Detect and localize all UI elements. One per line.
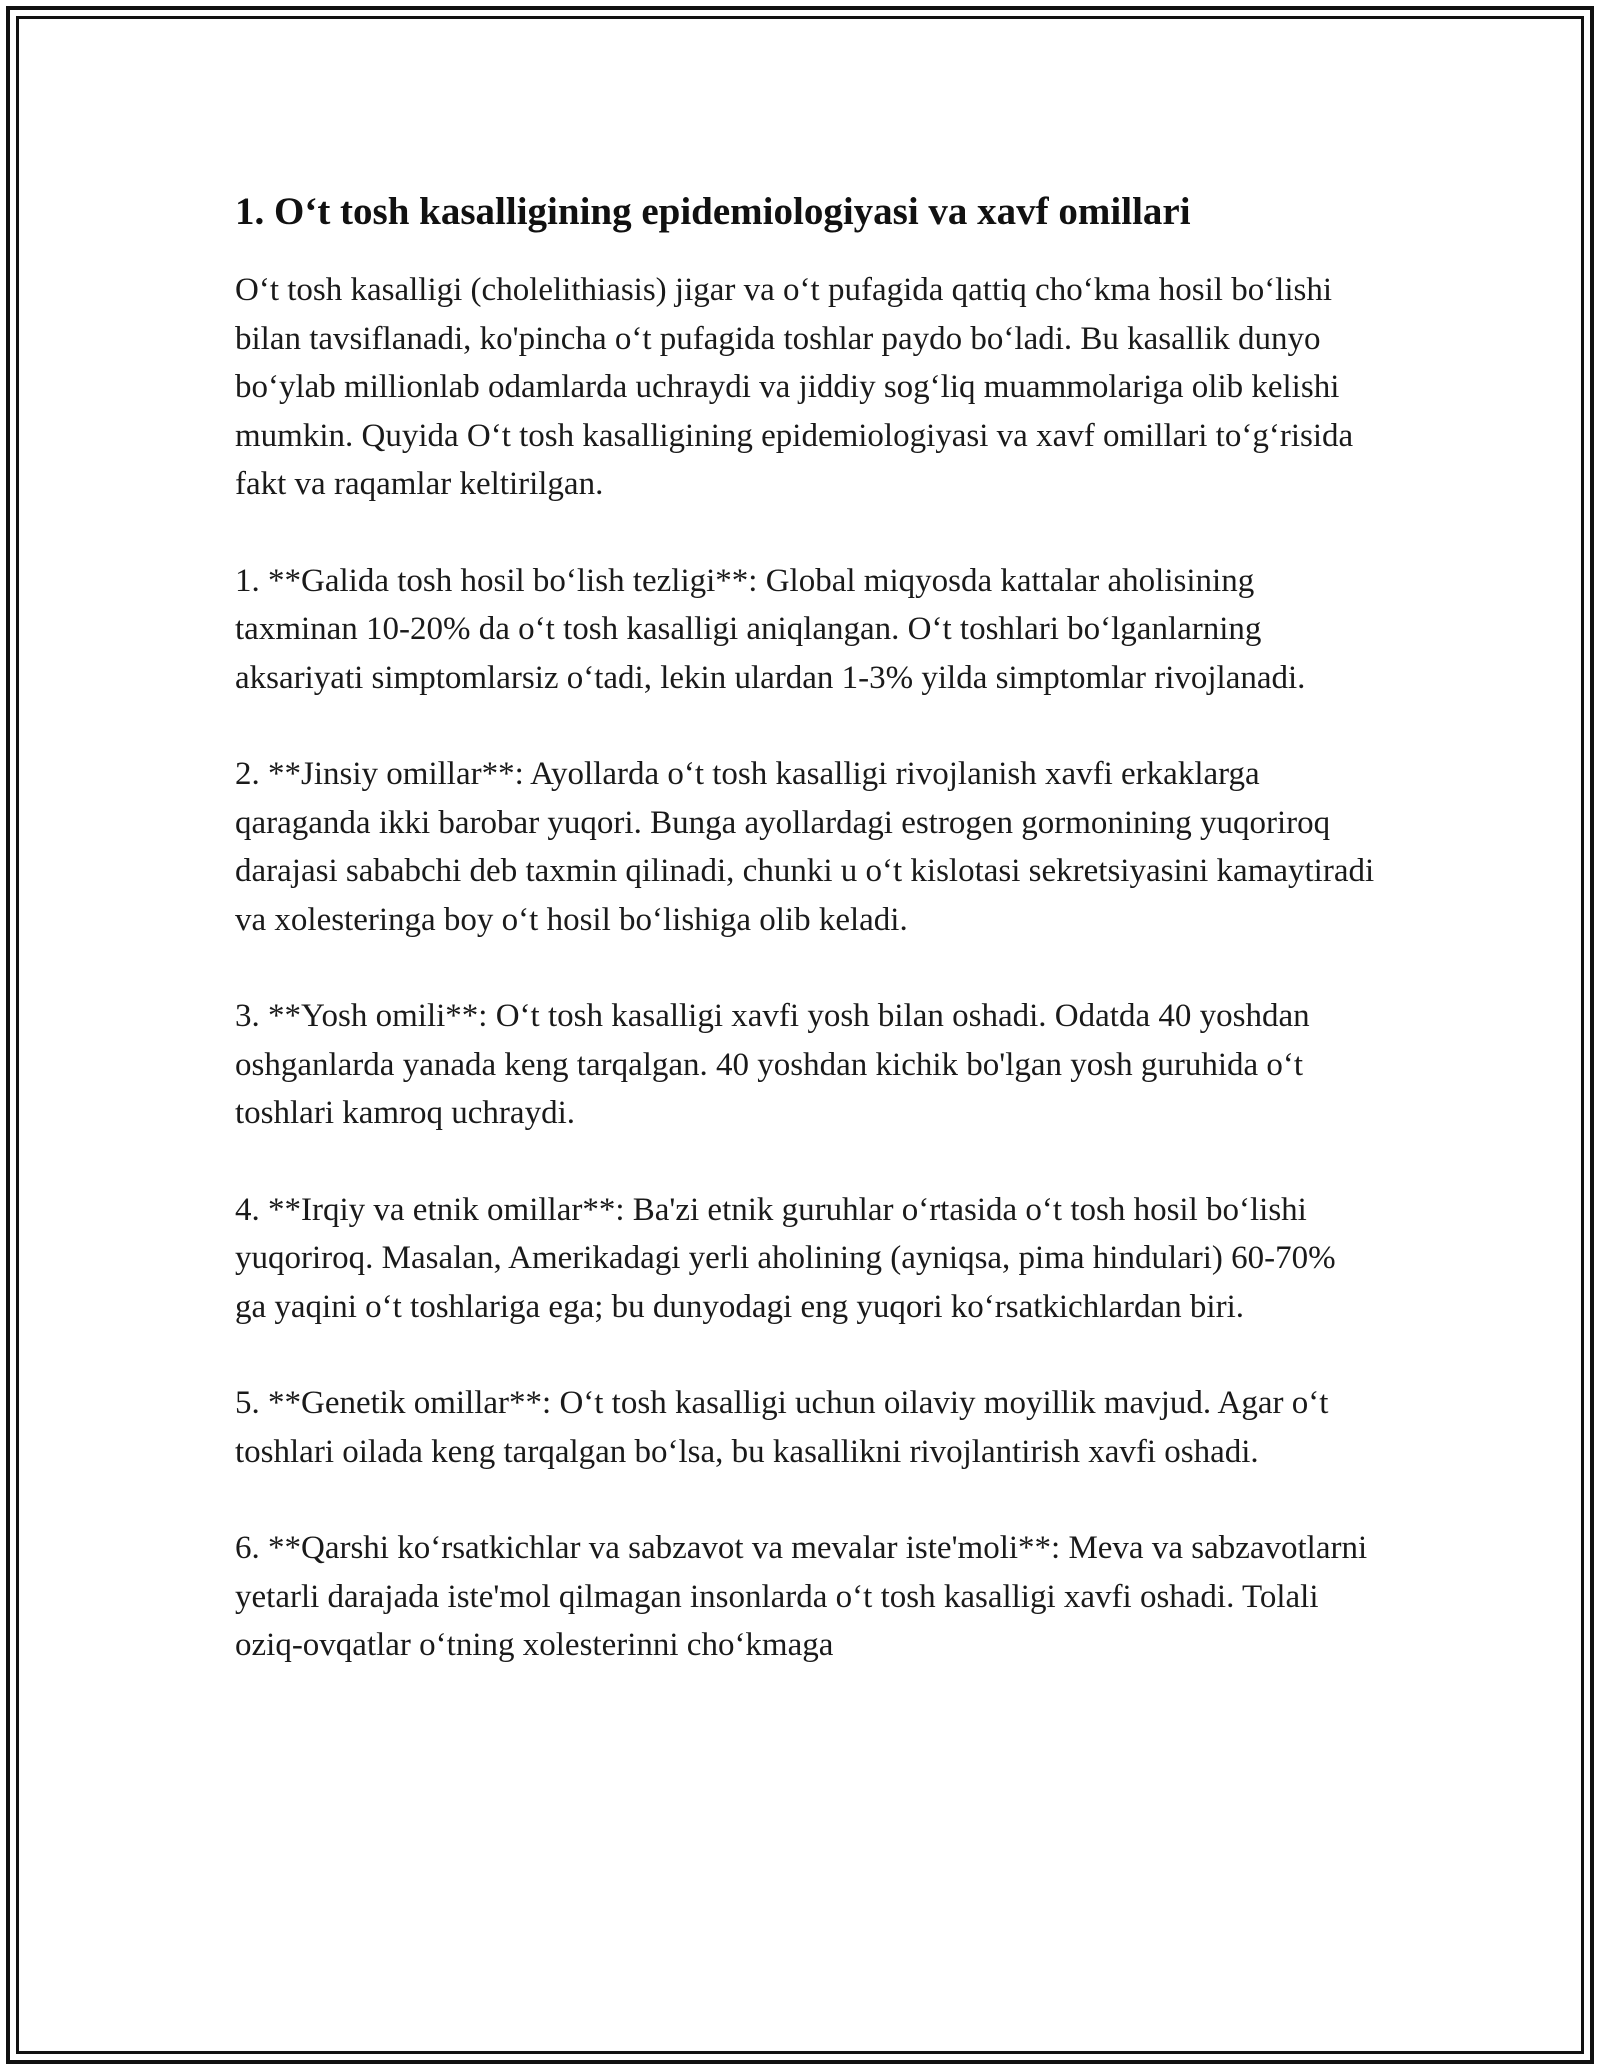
intro-paragraph: O‘t tosh kasalligi (cholelithiasis) jigar va o‘t pufagida qattiq cho‘kma hosil bo‘lishi bilan tavsiflanadi, ko'pincha o‘t pufagida toshlar paydo bo‘ladi. Bu kasallik dunyo bo‘ylab millionlab odamlarda uchraydi va jiddiy sog‘liq muammolariga olib kelishi mumkin. Quyida O‘t tosh kasalligining epidemiologiyasi va xavf omillari to‘g‘risida fakt va raqamlar keltirilgan.	[235, 272, 1354, 502]
paragraph-item-1: 1. **Galida tosh hosil bo‘lish tezligi**: Global miqyosda kattalar aholisining taxminan 10-20% da o‘t tosh kasalligi aniqlangan. O‘t toshlari bo‘lganlarning aksariyati simptomlarsiz o‘tadi, lekin ulardan 1-3% yilda simptomlar rivojlanadi.	[235, 562, 1306, 696]
paragraph-item-4: 4. **Irqiy va etnik omillar**: Ba'zi etnik guruhlar o‘rtasida o‘t tosh hosil bo‘lishi yuqoriroq. Masalan, Amerikadagi yerli aholining (ayniqsa, pima hindulari) 60-70% ga yaqini o‘t toshlariga ega; bu dunyodagi eng yuqori ko‘rsatkichlardan biri.	[235, 1191, 1336, 1325]
paragraph-item-5: 5. **Genetik omillar**: O‘t tosh kasalligi uchun oilaviy moyillik mavjud. Agar o‘t toshlari oilada keng tarqalgan bo‘lsa, bu kasallikni rivojlantirish xavfi oshadi.	[235, 1385, 1329, 1470]
paragraph-item-2: 2. **Jinsiy omillar**: Ayollarda o‘t tosh kasalligi rivojlanish xavfi erkaklarga qaraganda ikki barobar yuqori. Bunga ayollardagi estrogen gormonining yuqoriroq darajasi sababchi deb taxmin qilinadi, chunki u o‘t kislotasi sekretsiyasini kamaytiradi va xolesteringa boy o‘t hosil bo‘lishiga olib keladi.	[235, 756, 1375, 938]
document-title: 1. O‘t tosh kasalligining epidemiologiyasi va xavf omillari	[235, 190, 1191, 233]
paragraph-item-3: 3. **Yosh omili**: O‘t tosh kasalligi xavfi yosh bilan oshadi. Odatda 40 yoshdan oshganlarda yanada keng tarqalgan. 40 yoshdan kichik bo'lgan yosh guruhida o‘t toshlari kamroq uchraydi.	[235, 998, 1310, 1131]
document-body	[235, 186, 1375, 1718]
paragraph-item-6: 6. **Qarshi ko‘rsatkichlar va sabzavot va mevalar iste'moli**: Meva va sabzavotlarni yetarli darajada iste'mol qilmagan insonlarda o‘t tosh kasalligi xavfi oshadi. Tolali oziq-ovqatlar o‘tning xolesterinni cho‘kmaga	[235, 1530, 1368, 1663]
